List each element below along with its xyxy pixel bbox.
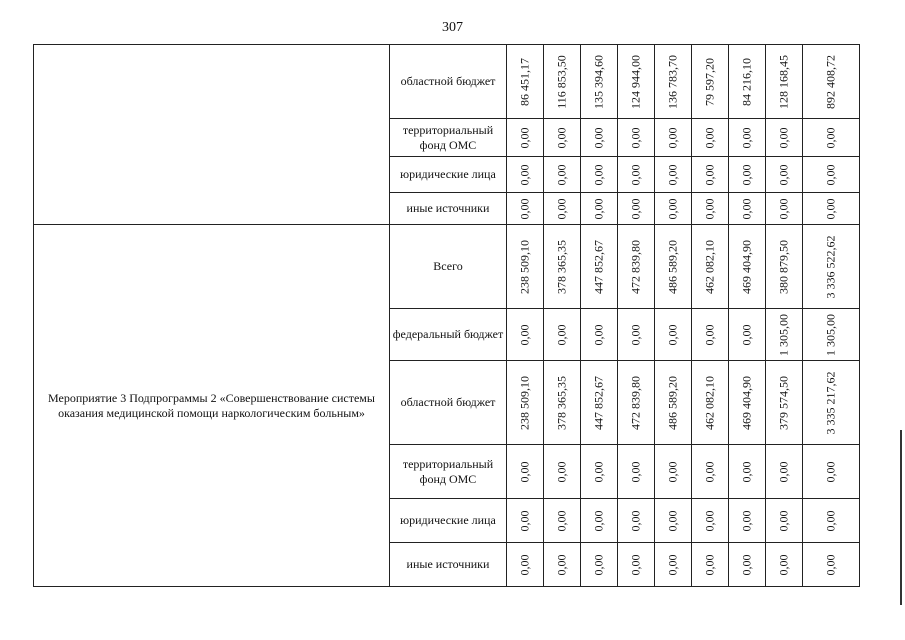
- value-cell: [618, 543, 655, 587]
- value-cell: [544, 361, 581, 445]
- value-text: 0,00: [517, 324, 532, 345]
- value-text: 469 404,90: [739, 239, 754, 294]
- value-text: 0,00: [591, 554, 606, 575]
- value-cell: [544, 193, 581, 225]
- value-text: 0,00: [628, 127, 643, 148]
- value-text: 1 305,00: [776, 313, 791, 356]
- funding-source-cell: территориальный фонд ОМС: [390, 119, 507, 157]
- value-text: 0,00: [628, 554, 643, 575]
- value-cell: [692, 45, 729, 119]
- event-cell: [34, 45, 390, 225]
- value-text: 0,00: [591, 324, 606, 345]
- value-text: 0,00: [554, 127, 569, 148]
- value-text: 1 305,00: [823, 313, 838, 356]
- value-text: 0,00: [702, 510, 717, 531]
- value-cell: [766, 361, 803, 445]
- funding-source-cell: областной бюджет: [390, 45, 507, 119]
- value-text: 0,00: [628, 510, 643, 531]
- value-cell: [507, 193, 544, 225]
- budget-table-body: [34, 45, 860, 587]
- value-text: 0,00: [517, 461, 532, 482]
- value-text: 0,00: [776, 554, 791, 575]
- value-text: 0,00: [554, 164, 569, 185]
- value-cell: [803, 225, 860, 309]
- value-text: 0,00: [739, 127, 754, 148]
- value-text: 0,00: [823, 127, 838, 148]
- value-text: 136 783,70: [665, 54, 680, 109]
- value-cell: [766, 499, 803, 543]
- value-text: 378 365,35: [554, 239, 569, 294]
- value-text: 238 509,10: [517, 375, 532, 430]
- value-cell: [692, 157, 729, 193]
- value-cell: [729, 309, 766, 361]
- value-text: 0,00: [776, 164, 791, 185]
- value-text: 469 404,90: [739, 375, 754, 430]
- value-text: 238 509,10: [517, 239, 532, 294]
- value-text: 0,00: [702, 554, 717, 575]
- funding-source-cell: областной бюджет: [390, 361, 507, 445]
- value-text: 0,00: [665, 510, 680, 531]
- value-text: 0,00: [517, 198, 532, 219]
- value-text: 447 852,67: [591, 239, 606, 294]
- value-cell: [766, 45, 803, 119]
- value-cell: [507, 45, 544, 119]
- value-cell: [581, 193, 618, 225]
- value-cell: [581, 157, 618, 193]
- value-text: 0,00: [776, 510, 791, 531]
- value-cell: [655, 225, 692, 309]
- value-text: 0,00: [554, 554, 569, 575]
- value-text: 0,00: [665, 461, 680, 482]
- value-text: 0,00: [665, 324, 680, 345]
- value-cell: [729, 45, 766, 119]
- value-cell: [692, 499, 729, 543]
- value-text: 0,00: [517, 164, 532, 185]
- value-cell: [692, 445, 729, 499]
- value-text: 0,00: [554, 510, 569, 531]
- value-text: 0,00: [702, 324, 717, 345]
- value-cell: [766, 445, 803, 499]
- value-cell: [618, 361, 655, 445]
- value-text: 472 839,80: [628, 239, 643, 294]
- value-cell: [803, 119, 860, 157]
- value-cell: [766, 309, 803, 361]
- value-cell: [729, 119, 766, 157]
- value-text: 0,00: [517, 510, 532, 531]
- value-cell: [507, 157, 544, 193]
- value-cell: [729, 499, 766, 543]
- value-cell: [507, 499, 544, 543]
- value-text: 0,00: [665, 554, 680, 575]
- value-cell: [544, 157, 581, 193]
- value-cell: [766, 543, 803, 587]
- value-text: 86 451,17: [517, 57, 532, 106]
- value-cell: [507, 225, 544, 309]
- value-text: 128 168,45: [776, 54, 791, 109]
- value-cell: [729, 543, 766, 587]
- funding-source-cell: иные источники: [390, 193, 507, 225]
- value-text: 0,00: [739, 198, 754, 219]
- value-text: 486 589,20: [665, 239, 680, 294]
- value-text: 0,00: [665, 198, 680, 219]
- value-cell: [507, 445, 544, 499]
- value-cell: [655, 119, 692, 157]
- value-text: 0,00: [823, 461, 838, 482]
- value-cell: [618, 193, 655, 225]
- value-text: 0,00: [591, 127, 606, 148]
- value-cell: [544, 499, 581, 543]
- funding-source-cell: юридические лица: [390, 499, 507, 543]
- value-cell: [581, 45, 618, 119]
- value-text: 0,00: [702, 164, 717, 185]
- value-cell: [618, 499, 655, 543]
- value-text: 0,00: [554, 461, 569, 482]
- value-text: 0,00: [739, 510, 754, 531]
- value-cell: [655, 543, 692, 587]
- value-cell: [766, 157, 803, 193]
- value-cell: [803, 361, 860, 445]
- funding-source-cell: юридические лица: [390, 157, 507, 193]
- value-text: 0,00: [554, 198, 569, 219]
- value-cell: [544, 309, 581, 361]
- value-text: 0,00: [591, 461, 606, 482]
- value-text: 462 082,10: [702, 239, 717, 294]
- value-cell: [618, 445, 655, 499]
- value-cell: [729, 445, 766, 499]
- value-cell: [507, 119, 544, 157]
- value-cell: [581, 445, 618, 499]
- value-text: 379 574,50: [776, 375, 791, 430]
- value-text: 0,00: [702, 127, 717, 148]
- value-cell: [655, 157, 692, 193]
- value-text: 0,00: [628, 461, 643, 482]
- value-cell: [766, 193, 803, 225]
- value-text: 0,00: [776, 198, 791, 219]
- value-text: 0,00: [517, 127, 532, 148]
- value-text: 0,00: [665, 127, 680, 148]
- value-cell: [803, 157, 860, 193]
- value-cell: [692, 225, 729, 309]
- value-text: 0,00: [739, 461, 754, 482]
- value-cell: [729, 193, 766, 225]
- value-text: 0,00: [739, 164, 754, 185]
- value-cell: [544, 119, 581, 157]
- value-text: 135 394,60: [591, 54, 606, 109]
- value-text: 0,00: [554, 324, 569, 345]
- value-cell: [655, 499, 692, 543]
- value-text: 84 216,10: [739, 57, 754, 106]
- value-cell: [692, 543, 729, 587]
- value-cell: [618, 225, 655, 309]
- value-cell: [581, 309, 618, 361]
- budget-table: [33, 44, 860, 587]
- value-text: 0,00: [591, 198, 606, 219]
- value-text: 79 597,20: [702, 57, 717, 106]
- scan-edge-line: [900, 430, 902, 605]
- value-text: 0,00: [665, 164, 680, 185]
- value-cell: [581, 225, 618, 309]
- value-text: 0,00: [702, 461, 717, 482]
- value-text: 3 335 217,62: [823, 371, 838, 434]
- value-cell: [618, 45, 655, 119]
- value-text: 3 336 522,62: [823, 235, 838, 298]
- value-cell: [766, 119, 803, 157]
- value-cell: [581, 543, 618, 587]
- value-cell: [618, 157, 655, 193]
- table-row: [34, 225, 860, 309]
- value-cell: [655, 193, 692, 225]
- value-text: 124 944,00: [628, 54, 643, 109]
- value-cell: [766, 225, 803, 309]
- value-cell: [544, 445, 581, 499]
- value-cell: [655, 309, 692, 361]
- value-cell: [729, 361, 766, 445]
- value-text: 0,00: [739, 554, 754, 575]
- value-cell: [507, 309, 544, 361]
- value-cell: [581, 361, 618, 445]
- value-text: 0,00: [776, 127, 791, 148]
- funding-source-cell: Всего: [390, 225, 507, 309]
- funding-source-cell: федеральный бюджет: [390, 309, 507, 361]
- value-cell: [692, 361, 729, 445]
- value-cell: [803, 445, 860, 499]
- value-text: 0,00: [591, 164, 606, 185]
- value-cell: [803, 45, 860, 119]
- funding-source-cell: территориальный фонд ОМС: [390, 445, 507, 499]
- value-text: 0,00: [628, 198, 643, 219]
- value-cell: [507, 361, 544, 445]
- value-cell: [692, 119, 729, 157]
- value-cell: [544, 45, 581, 119]
- value-text: 472 839,80: [628, 375, 643, 430]
- value-cell: [655, 45, 692, 119]
- value-text: 0,00: [823, 198, 838, 219]
- value-cell: [655, 361, 692, 445]
- value-text: 0,00: [823, 554, 838, 575]
- value-text: 378 365,35: [554, 375, 569, 430]
- value-text: 0,00: [776, 461, 791, 482]
- value-text: 0,00: [739, 324, 754, 345]
- value-text: 447 852,67: [591, 375, 606, 430]
- value-cell: [655, 445, 692, 499]
- value-cell: [581, 499, 618, 543]
- value-text: 380 879,50: [776, 239, 791, 294]
- funding-source-cell: иные источники: [390, 543, 507, 587]
- value-text: 0,00: [628, 164, 643, 185]
- value-cell: [544, 225, 581, 309]
- value-cell: [581, 119, 618, 157]
- value-cell: [729, 225, 766, 309]
- value-text: 486 589,20: [665, 375, 680, 430]
- value-text: 0,00: [823, 510, 838, 531]
- value-cell: [544, 543, 581, 587]
- value-text: 0,00: [591, 510, 606, 531]
- value-text: 0,00: [628, 324, 643, 345]
- value-cell: [618, 119, 655, 157]
- event-cell: Мероприятие 3 Подпрограммы 2 «Совершенствование системы оказания медицинской помощи наркологическим больным»: [34, 225, 390, 587]
- value-cell: [729, 157, 766, 193]
- value-cell: [803, 193, 860, 225]
- value-cell: [692, 309, 729, 361]
- value-cell: [692, 193, 729, 225]
- value-text: 0,00: [702, 198, 717, 219]
- value-text: 462 082,10: [702, 375, 717, 430]
- value-cell: [803, 499, 860, 543]
- value-text: 116 853,50: [554, 54, 569, 109]
- page-number: 307: [442, 20, 463, 35]
- value-cell: [803, 309, 860, 361]
- value-cell: [507, 543, 544, 587]
- value-text: 0,00: [823, 164, 838, 185]
- value-text: 0,00: [517, 554, 532, 575]
- table-row: [34, 45, 860, 119]
- value-text: 892 408,72: [823, 54, 838, 109]
- value-cell: [803, 543, 860, 587]
- value-cell: [618, 309, 655, 361]
